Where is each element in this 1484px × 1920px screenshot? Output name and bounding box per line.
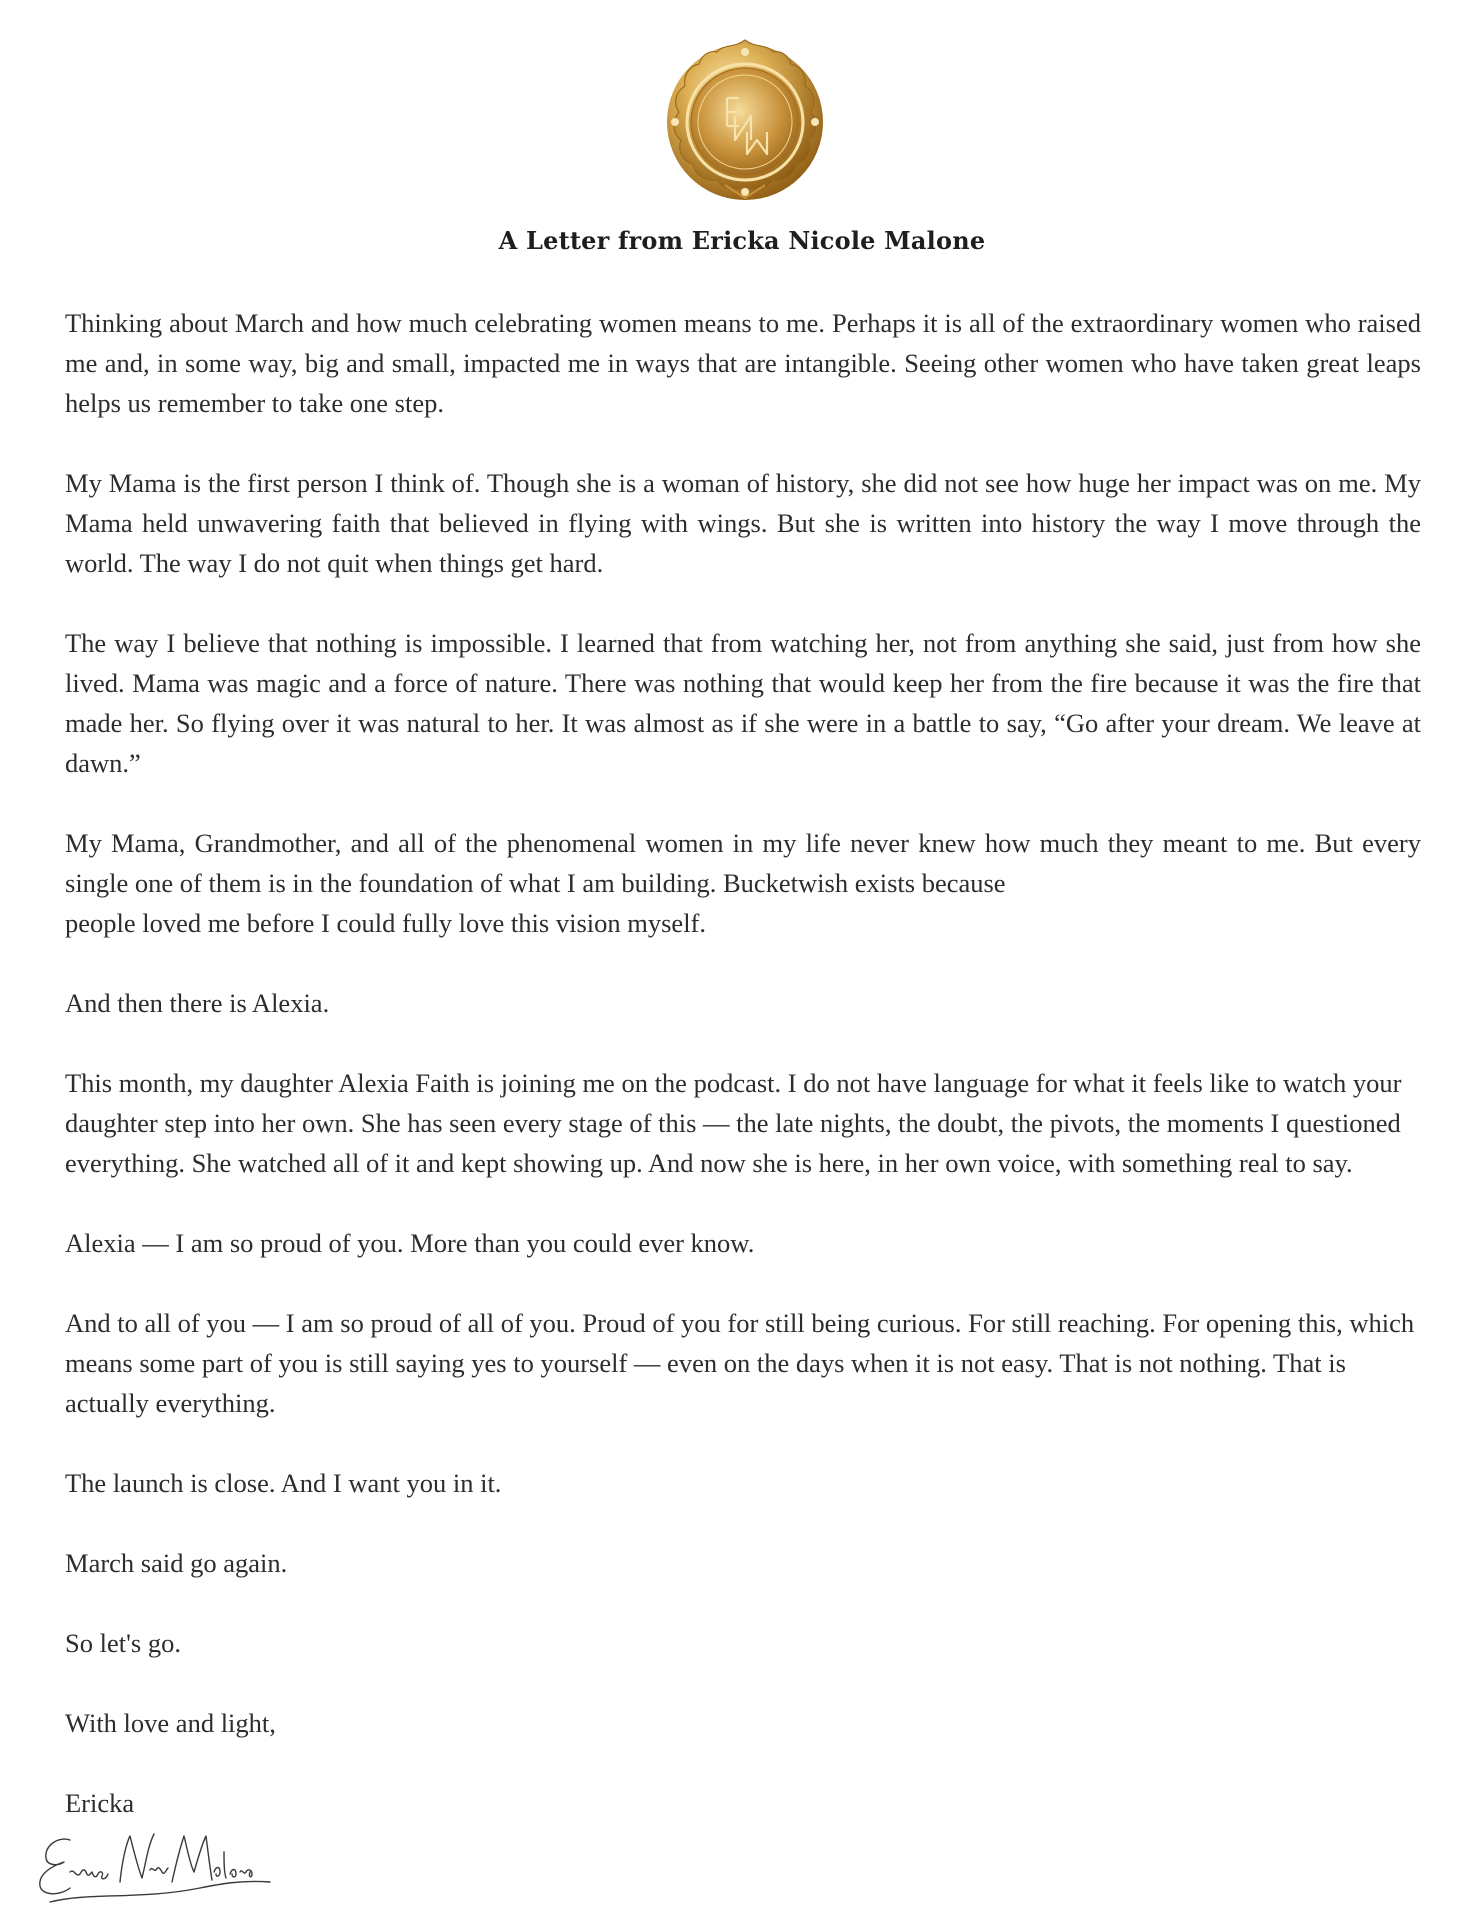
paragraph-2: My Mama is the first person I think of. Though she is a woman of history, she did not see how huge her impact was on me. My Mama held unwavering faith that believed in flying with wings. But she is written into history the way I move through the world. The way I do not quit when things get hard.: [65, 468, 1421, 578]
paragraph-8: And to all of you — I am so proud of all of you. Proud of you for still being curious. For still reaching. For opening this, which means some part of you is still saying yes to yourself — even on the days when it is not easy. That is not nothing. That is actually everything.: [65, 1308, 1415, 1418]
paragraph-4-line-2: people loved me before I could fully love this vision myself.: [65, 908, 707, 938]
paragraph-4-line-1: My Mama, Grandmother, and all of the phenomenal women in my life never knew how much they meant to me. But every single one of them is in the foundation of what I am building. Bucketwish exists because: [65, 828, 1421, 898]
paragraph-4: [65, 823, 1421, 943]
paragraph-9: The launch is close. And I want you in it.: [65, 1468, 502, 1498]
closing-name: Ericka: [65, 1788, 135, 1818]
letter-title: A Letter from Ericka Nicole Malone: [498, 226, 986, 255]
paragraph-3: The way I believe that nothing is impossible. I learned that from watching her, not from anything she said, just from how she lived. Mama was magic and a force of nature. There was nothing that would keep her from the fire because it was the fire that made her. So flying over it was natural to her. It was almost as if she were in a battle to say, “Go after your dream. We leave at dawn.”: [65, 628, 1421, 778]
paragraph-10: March said go again.: [65, 1548, 288, 1578]
seal-frame: [667, 40, 823, 200]
paragraph-1: Thinking about March and how much celebrating women means to me. Perhaps it is all of the extraordinary women who raised me and, in some way, big and small, impacted me in ways that are intangible. Seeing other women who have taken great leaps helps us remember to take one step.: [65, 308, 1421, 418]
paragraph-7: Alexia — I am so proud of you. More than you could ever know.: [65, 1228, 755, 1258]
emblem-seal-icon: [655, 30, 835, 210]
paragraph-5: And then there is Alexia.: [65, 988, 330, 1018]
handwritten-signature-icon: [30, 1822, 280, 1917]
paragraph-6: This month, my daughter Alexia Faith is joining me on the podcast. I do not have language for what it feels like to watch your daughter step into her own. She has seen every stage of this — the late nights, the doubt, the pivots, the moments I questioned everything. She watched all of it and kept showing up. And now she is here, in her own voice, with something real to say.: [65, 1068, 1402, 1178]
letter-body: [65, 303, 1421, 1863]
paragraph-11: So let's go.: [65, 1628, 181, 1658]
closing-salutation: With love and light,: [65, 1708, 276, 1738]
